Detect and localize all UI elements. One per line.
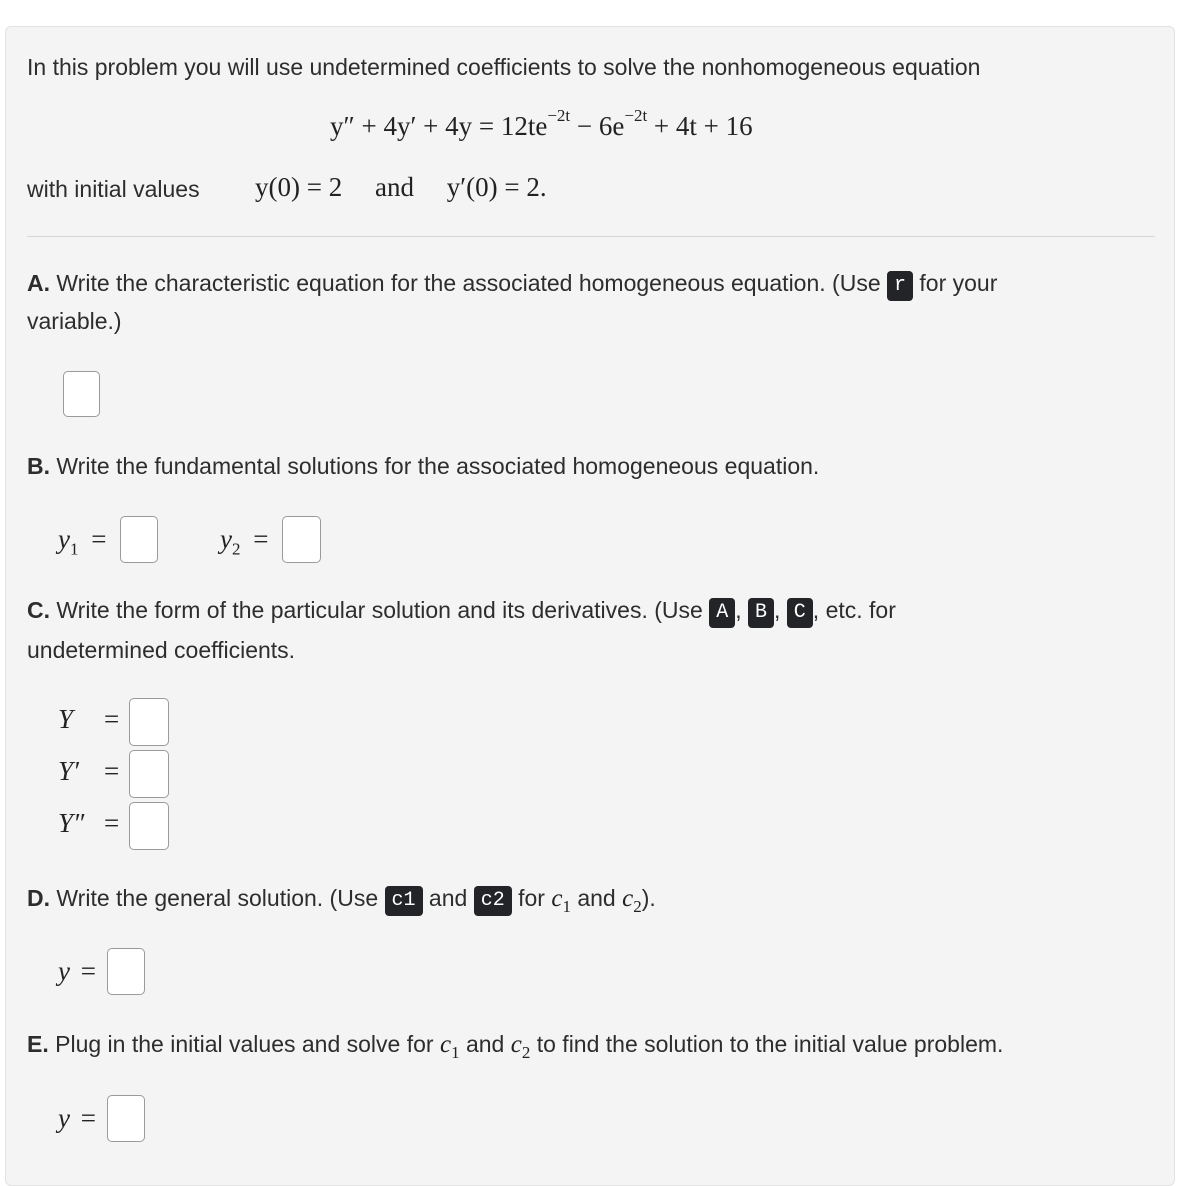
ivp-solution-label	[58, 1103, 96, 1134]
equation-exponent-2: −2t	[624, 106, 648, 125]
part-a-question-cont	[27, 308, 122, 335]
part-d-for: for	[518, 885, 545, 911]
y2-symbol: y	[220, 524, 232, 554]
y1-subscript: 1	[69, 539, 79, 559]
coefficient-chip-a: A	[709, 598, 735, 628]
part-d-letter: D.	[27, 885, 50, 911]
c1-symbol: c	[551, 885, 563, 912]
part-c-text: Write the form of the particular solution and its derivatives. (Use	[56, 597, 703, 623]
initial-values-label	[27, 176, 200, 203]
comma-1: ,	[735, 597, 742, 623]
part-a-question	[27, 270, 997, 301]
part-a-letter: A.	[27, 270, 50, 296]
ivp-solution-input[interactable]	[107, 1095, 145, 1142]
part-b-text: Write the fundamental solutions for the associated homogeneous equation.	[56, 453, 820, 479]
equation-lhs: y″ + 4y′ + 4y = 12te	[330, 111, 548, 141]
equation-tail: + 4t + 16	[647, 111, 753, 141]
general-solution-label	[58, 956, 96, 987]
yp-prime-equals: =	[104, 756, 120, 786]
e-c2-subscript: 2	[521, 1043, 531, 1062]
yp-equals: =	[104, 704, 120, 734]
initial-value-yprime: y′(0) = 2.	[446, 172, 547, 202]
comma-2: ,	[774, 597, 781, 623]
coefficient-chip-b: B	[748, 598, 774, 628]
e-c1-subscript: 1	[451, 1043, 460, 1062]
yp-prime-symbol: Y′	[58, 756, 79, 786]
e-c2-symbol: c	[510, 1031, 522, 1058]
part-a-text-3: variable.)	[27, 308, 122, 334]
main-equation	[330, 106, 753, 142]
problem-intro	[27, 54, 980, 81]
part-d-close: ).	[641, 885, 656, 911]
y1-equals: =	[91, 524, 107, 554]
y1-input[interactable]	[120, 516, 158, 563]
part-d-and: and	[428, 885, 468, 911]
yp-input[interactable]	[129, 698, 169, 746]
y1-symbol: y	[58, 524, 70, 554]
general-equals: =	[80, 956, 96, 986]
c1-subscript: 1	[562, 897, 571, 916]
yp-double-prime-input[interactable]	[129, 802, 169, 850]
ivp-equals: =	[80, 1103, 96, 1133]
yp-prime-label	[58, 756, 79, 787]
constant-chip-c2: c2	[474, 886, 512, 916]
part-e-and: and	[465, 1031, 505, 1057]
part-b-letter: B.	[27, 453, 50, 479]
ivp-y-symbol: y	[58, 1103, 70, 1133]
y2-input[interactable]	[282, 516, 321, 563]
y1-label	[58, 524, 106, 559]
initial-value-y: y(0) = 2	[255, 172, 343, 202]
part-e-question	[27, 1031, 1003, 1063]
y2-label	[220, 524, 268, 559]
yp-double-prime-equals: =	[104, 808, 120, 838]
general-y-symbol: y	[58, 956, 70, 986]
c2-symbol: c	[622, 885, 634, 912]
yp-double-prime-symbol: Y″	[58, 808, 85, 838]
coefficient-chip-c: C	[787, 598, 813, 628]
part-e-letter: E.	[27, 1031, 49, 1057]
part-a-text: Write the characteristic equation for the associated homogeneous equation. (Use	[56, 270, 881, 296]
yp-prime-input[interactable]	[129, 750, 169, 798]
constant-chip-c1: c1	[385, 886, 423, 916]
variable-chip-r: r	[887, 271, 913, 301]
part-c-question	[27, 597, 896, 628]
characteristic-equation-input[interactable]	[63, 371, 100, 417]
yp-symbol: Y	[58, 704, 74, 734]
section-divider	[27, 236, 1155, 237]
yp-double-prime-label	[58, 808, 84, 839]
comma-3: ,	[812, 597, 820, 623]
part-e-text-2: to find the solution to the initial value problem.	[536, 1031, 1004, 1057]
part-a-text-2: for your	[919, 270, 998, 296]
general-solution-input[interactable]	[107, 948, 145, 995]
part-c-text-3: undetermined coefficients.	[27, 637, 296, 663]
y2-subscript: 2	[231, 539, 241, 559]
equation-exponent-1: −2t	[547, 106, 571, 125]
part-c-text-2: etc. for	[825, 597, 896, 623]
intro-text: In this problem you will use undetermined coefficients to solve the nonhomogeneous equation	[27, 54, 981, 80]
y2-equals: =	[253, 524, 269, 554]
part-d-and-2: and	[577, 885, 616, 911]
part-c-letter: C.	[27, 597, 50, 623]
part-c-question-cont	[27, 637, 295, 664]
initial-and: and	[374, 172, 414, 202]
initial-label-text: with initial values	[27, 176, 200, 202]
initial-values-math	[255, 172, 547, 203]
part-d-question	[27, 885, 656, 917]
part-e-text: Plug in the initial values and solve for	[55, 1031, 434, 1057]
c2-subscript: 2	[633, 897, 642, 916]
yp-label	[58, 704, 73, 735]
e-c1-symbol: c	[439, 1031, 452, 1058]
part-d-text: Write the general solution. (Use	[56, 885, 379, 911]
equation-mid: − 6e	[570, 111, 625, 141]
part-b-question	[27, 453, 819, 480]
